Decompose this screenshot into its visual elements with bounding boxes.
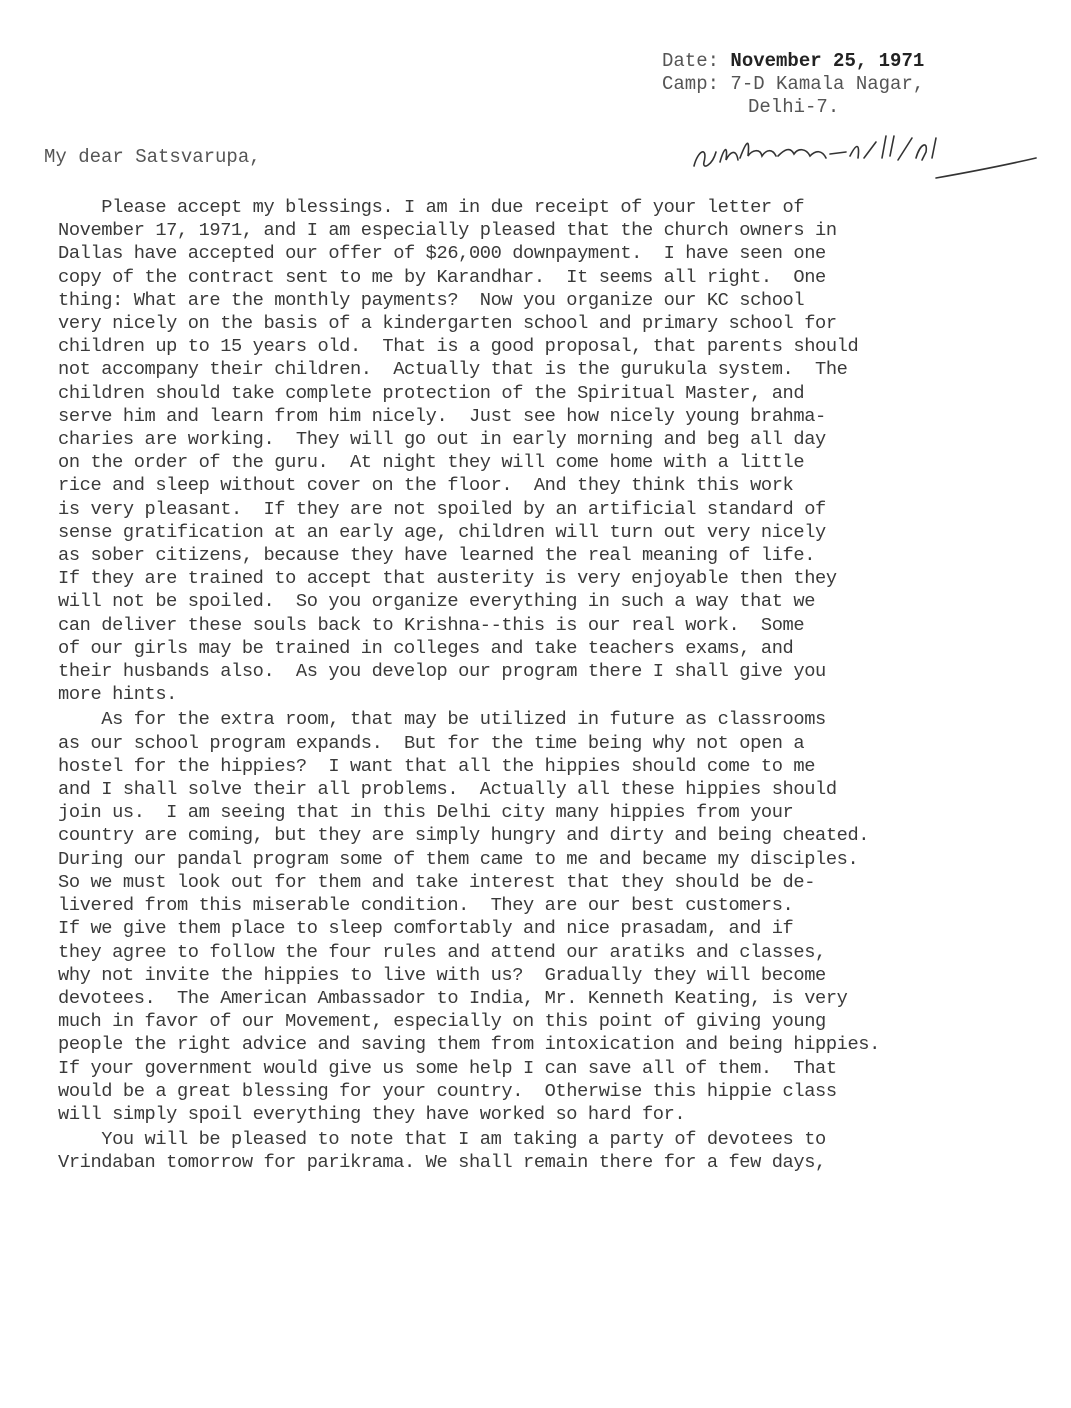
body-line: hostel for the hippies? I want that all the hippies should come to me xyxy=(58,754,816,777)
body-line: livered from this miserable condition. They are our best customers. xyxy=(58,894,794,917)
handwritten-signature xyxy=(690,122,1040,182)
date-month: November 25, xyxy=(730,50,868,72)
body-line: as sober citizens, because they have learned the real meaning of life. xyxy=(58,544,816,567)
body-line: As for the extra room, that may be utilized in future as classrooms xyxy=(58,708,826,731)
body-line: Please accept my blessings. I am in due receipt of your letter of xyxy=(58,196,805,218)
body-line: So we must look out for them and take interest that they should be de- xyxy=(58,870,816,893)
body-line: not accompany their children. Actually that is the gurukula system. The xyxy=(58,358,848,381)
letter-body xyxy=(58,196,1048,1175)
body-line: charies are working. They will go out in early morning and beg all day xyxy=(58,428,826,451)
letter-header xyxy=(662,50,1022,119)
body-line: If they are trained to accept that austerity is very enjoyable then they xyxy=(58,567,837,590)
body-line: copy of the contract sent to me by Karandhar. It seems all right. One xyxy=(58,265,826,288)
camp-address: 7-D Kamala Nagar, xyxy=(730,73,925,95)
body-line: country are coming, but they are simply hungry and dirty and being cheated. xyxy=(58,824,870,847)
body-line: is very pleasant. If they are not spoiled by an artificial standard of xyxy=(58,497,826,520)
body-line: will not be spoiled. So you organize everything in such a way that we xyxy=(58,590,816,613)
date-year: 1971 xyxy=(878,50,925,72)
body-line: will simply spoil everything they have worked so hard for. xyxy=(58,1102,686,1125)
body-line: If we give them place to sleep comfortably and nice prasadam, and if xyxy=(58,917,794,940)
body-line: children up to 15 years old. That is a good proposal, that parents should xyxy=(58,335,859,358)
body-line: can deliver these souls back to Krishna--this is our real work. Some xyxy=(58,613,805,636)
body-line: and I shall solve their all problems. Actually all these hippies should xyxy=(58,778,837,801)
body-line: children should take complete protection of the Spiritual Master, and xyxy=(58,381,805,404)
date-label: Date: xyxy=(662,50,720,72)
body-line: they agree to follow the four rules and attend our aratiks and classes, xyxy=(58,940,826,963)
body-line: why not invite the hippies to live with us? Gradually they will become xyxy=(58,963,826,986)
body-line: sense gratification at an early age, children will turn out very nicely xyxy=(58,520,826,543)
body-line: During our pandal program some of them came to me and became my disciples. xyxy=(58,847,859,870)
body-line: devotees. The American Ambassador to India, Mr. Kenneth Keating, is very xyxy=(58,986,848,1009)
body-line: join us. I am seeing that in this Delhi city many hippies from your xyxy=(58,801,794,824)
body-line: Dallas have accepted our offer of $26,000 downpayment. I have seen one xyxy=(58,242,826,265)
camp-city: Delhi-7. xyxy=(748,96,840,118)
body-line: people the right advice and saving them from intoxication and being hippies. xyxy=(58,1033,880,1056)
date-line xyxy=(662,50,1022,73)
camp-label: Camp: xyxy=(662,73,720,95)
body-line: on the order of the guru. At night they will come home with a little xyxy=(58,451,805,474)
body-line: of our girls may be trained in colleges and take teachers exams, and xyxy=(58,636,794,659)
body-line: You will be pleased to note that I am taking a party of devotees to xyxy=(58,1128,826,1151)
body-line: much in favor of our Movement, especially on this point of giving young xyxy=(58,1010,826,1033)
salutation: My dear Satsvarupa, xyxy=(44,146,261,168)
body-line: November 17, 1971, and I am especially pleased that the church owners in xyxy=(58,219,837,242)
body-line: would be a great blessing for your country. Otherwise this hippie class xyxy=(58,1079,837,1102)
camp-line xyxy=(662,73,1022,96)
body-line: If your government would give us some help I can save all of them. That xyxy=(58,1056,837,1079)
body-line: serve him and learn from him nicely. Just see how nicely young brahma- xyxy=(58,404,826,427)
body-line: rice and sleep without cover on the floor. And they think this work xyxy=(58,474,794,497)
body-line: more hints. xyxy=(58,683,177,706)
body-line: Vrindaban tomorrow for parikrama. We shall remain there for a few days, xyxy=(58,1151,826,1174)
body-line: very nicely on the basis of a kindergarten school and primary school for xyxy=(58,312,837,335)
body-line: as our school program expands. But for the time being why not open a xyxy=(58,731,805,754)
body-line: their husbands also. As you develop our program there I shall give you xyxy=(58,660,826,683)
body-line: thing: What are the monthly payments? Now you organize our KC school xyxy=(58,288,805,311)
